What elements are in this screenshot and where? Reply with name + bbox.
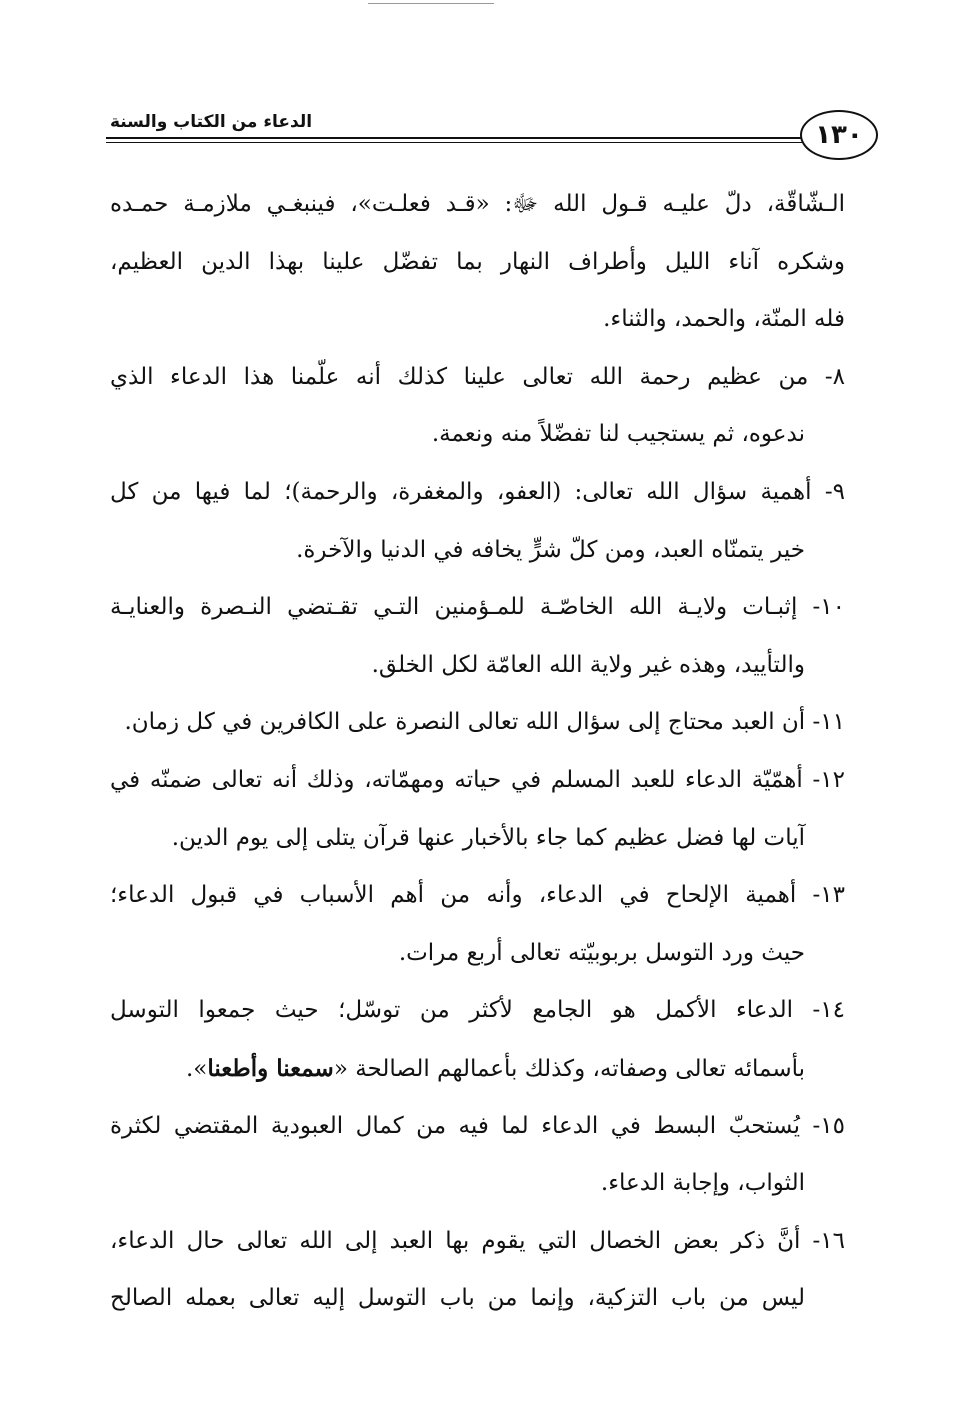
page-header — [106, 100, 878, 160]
list-item-14: ١٤- الدعاء الأكمل هو الجامع لأكثر من توسّل؛ حيث جمعوا التوسل — [110, 997, 845, 1024]
text-line — [110, 1040, 845, 1098]
text-line: آيات لها فضل عظيم كما جاء بالأخبار عنها قرآن يتلى إلى يوم الدين. — [171, 824, 805, 851]
top-rule — [368, 3, 494, 4]
text-line: الثواب، وإجابة الدعاء. — [600, 1170, 805, 1197]
list-item-11: ١١- أن العبد محتاج إلى سؤال الله تعالى النصرة على الكافرين في كل زمان. — [124, 709, 845, 736]
list-item-8: ٨- من عظيم رحمة الله تعالى علينا كذلك أنه علّمنا هذا الدعاء الذي — [110, 363, 845, 390]
header-rule — [106, 137, 806, 143]
list-item-16: ١٦- أنَّ ذكر بعض الخصال التي يقوم بها العبد إلى الله تعالى حال الدعاء، — [110, 1227, 845, 1254]
text-line: ليس من باب التزكية، وإنما من باب التوسل إليه تعالى بعمله الصالح — [110, 1285, 805, 1312]
text-line: وشكره آناء الليل وأطراف النهار بما تفضّل علينا بهذا الدين العظيم، — [110, 248, 845, 275]
page-number-badge — [800, 110, 878, 160]
list-item-10: ١٠- إثبـات ولايـة الله الخاصّـة للمـؤمنين التـي تقـتضي النـصرة والعنايـة — [110, 594, 845, 621]
text-segment: بأسمائه تعالى وصفاته، وكذلك بأعمالهم الصالحة « — [333, 1055, 805, 1082]
text-line: الـشّاقّة، دلّ عليـه قـول الله ﷻ: «قـد فعلـت»، فينبغـي ملازمـة حمـده — [110, 191, 845, 217]
text-line: والتأييد، وهذه غير ولاية الله العامّة لكل الخلق. — [371, 651, 805, 678]
text-line: فله المنّة، والحمد، والثناء. — [603, 306, 845, 333]
list-item-9: ٩- أهمية سؤال الله تعالى: (العفو، والمغفرة، والرحمة)؛ لما فيها من كل — [110, 478, 845, 505]
text-segment: ». — [185, 1055, 208, 1082]
running-title: الدعاء من الكتاب والسنة — [109, 112, 313, 132]
list-item-13: ١٣- أهمية الإلحاح في الدعاء، وأنه من أهم الأسباب في قبول الدعاء؛ — [110, 882, 845, 909]
text-line: خير يتمنّاه العبد، ومن كلّ شرٍّ يخافه في الدنيا والآخرة. — [296, 536, 805, 563]
quoted-phrase: سمعنا وأطعنا — [207, 1054, 334, 1082]
page-body — [110, 176, 845, 1328]
list-item-15: ١٥- يُستحبّ البسط في الدعاء لما فيه من كمال العبودية المقتضي لكثرة — [110, 1112, 845, 1139]
text-line: ندعوه، ثم يستجيب لنا تفضّلاً منه ونعمة. — [431, 421, 805, 448]
text-line: حيث ورد التوسل بربوبيّته تعالى أربع مرات. — [398, 939, 805, 966]
page-number: ١٣٠ — [815, 120, 863, 150]
list-item-12: ١٢- أهمّيّة الدعاء للعبد المسلم في حياته ومهمّاته، وذلك أنه تعالى ضمنّه في — [110, 766, 845, 793]
